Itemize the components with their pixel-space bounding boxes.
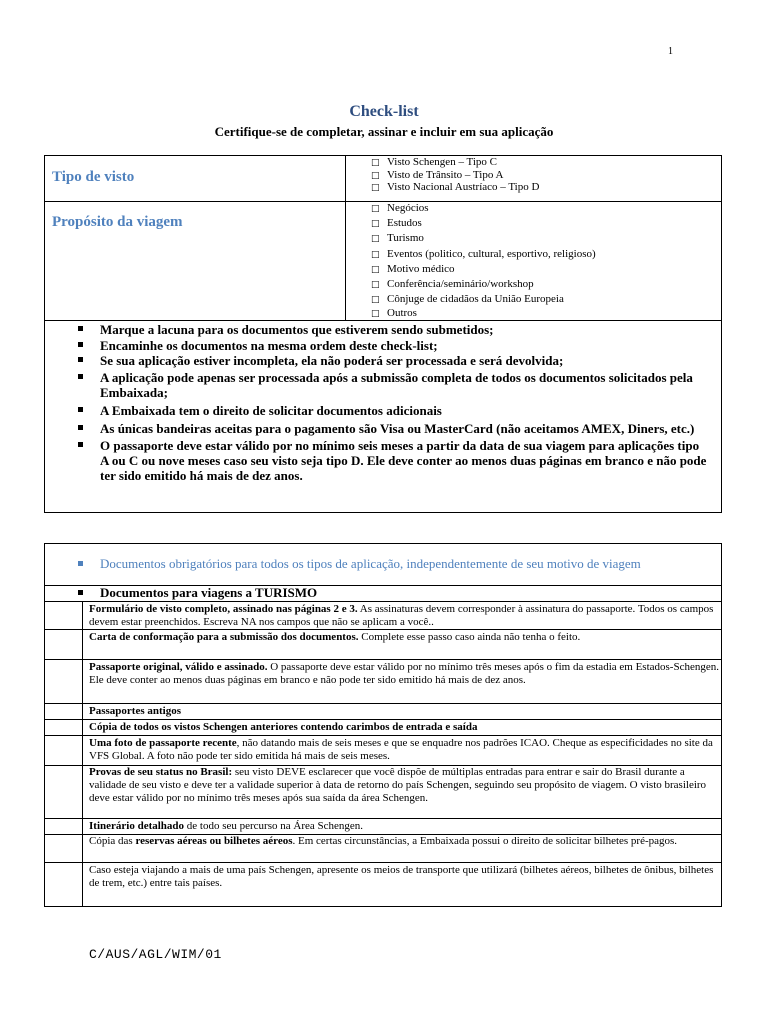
- trip-purpose-option[interactable]: □ Outros: [371, 307, 417, 320]
- row-divider: [44, 659, 722, 660]
- row-divider: [44, 719, 722, 720]
- visa-type-option[interactable]: □ Visto Schengen – Tipo C: [371, 156, 497, 168]
- column-divider: [345, 155, 346, 320]
- bullet-icon: [78, 561, 83, 566]
- checkbox-icon[interactable]: □: [371, 183, 380, 193]
- instruction-item: Se sua aplicação estiver incompleta, ela não poderá ser processada e será devolvida;: [0, 353, 710, 368]
- trip-purpose-option[interactable]: □ Turismo: [371, 231, 596, 246]
- row-divider: [44, 601, 722, 602]
- bullet-icon: [78, 326, 83, 331]
- instruction-item: A aplicação pode apenas ser processada após a submissão completa de todos os documentos solicitados pela Embaixada;: [0, 370, 710, 400]
- checkbox-icon[interactable]: □: [371, 309, 380, 320]
- document-code: C/AUS/AGL/WIM/01: [89, 947, 222, 962]
- mandatory-docs-heading: Documentos obrigatórios para todos os tipos de aplicação, independentemente de seu motivo de viagem: [100, 557, 720, 571]
- document-row: Uma foto de passaporte recente, não datando mais de seis meses e que se enquadre nos padrões ICAO. Cheque as especificidades no site da VFS Global. A foto não pode ter sido emitida há mais de seis meses.: [89, 737, 713, 762]
- row-divider: [44, 629, 722, 630]
- trip-purpose-option[interactable]: □ Eventos (politico, cultural, esportivo, religioso): [371, 247, 596, 262]
- instruction-item: O passaporte deve estar válido por no mínimo seis meses a partir da data de sua viagem para aplicações tipo A ou C ou nove meses caso seu visto seja tipo D. Ele deve conter ao menos duas páginas em branco e não pode ter sido emitido há mais de dez anos.: [0, 438, 710, 483]
- bullet-icon: [78, 425, 83, 430]
- trip-purpose-option[interactable]: □ Cônjuge de cidadãos da União Europeia: [371, 292, 596, 307]
- instruction-item: A Embaixada tem o direito de solicitar documentos adicionais: [0, 403, 710, 418]
- trip-purpose-label: Propósito da viagem: [52, 214, 183, 230]
- document-row: Provas de seu status no Brasil: seu visto DEVE esclarecer que você dispõe de múltiplas entradas para entrar e sair do Brasil durante a validade de seu visto e deve ter a validade superior à data de retorno do país Schengen, seguindo seu propósito de viagem. O visto brasileiro deve estar válido por no mínimo três meses após sua saída da área Schengen.: [89, 766, 707, 804]
- checkbox-icon[interactable]: □: [371, 219, 380, 230]
- trip-purpose-option[interactable]: □ Conferência/seminário/workshop: [371, 277, 596, 292]
- checkbox-icon[interactable]: □: [371, 158, 380, 168]
- trip-purpose-option[interactable]: □ Estudos: [371, 216, 596, 231]
- instruction-item: As únicas bandeiras aceitas para o pagamento são Visa ou MasterCard (não aceitamos AMEX, Diners, etc.): [0, 421, 710, 436]
- checkbox-icon[interactable]: □: [371, 204, 380, 214]
- row-divider: [44, 818, 722, 819]
- document-row: Cópia de todos os vistos Schengen anteriores contendo carimbos de entrada e saída: [89, 721, 478, 733]
- trip-purpose-option[interactable]: □ Negócios: [371, 201, 596, 216]
- bullet-icon: [78, 342, 83, 347]
- page-subtitle: Certifique-se de completar, assinar e incluir em sua aplicação: [214, 124, 554, 139]
- checkbox-icon[interactable]: □: [371, 170, 380, 181]
- bullet-icon: [78, 374, 83, 379]
- bullet-icon: [78, 590, 83, 595]
- instruction-item: Encaminhe os documentos na mesma ordem deste check-list;: [0, 338, 710, 353]
- checkbox-icon[interactable]: □: [371, 264, 380, 275]
- page-number: 1: [668, 46, 673, 57]
- trip-purpose-option[interactable]: □ Motivo médico: [371, 262, 596, 277]
- document-row: Passaporte original, válido e assinado. O passaporte deve estar válido por no mínimo três meses após o fim da estadia em Estados-Schengen. Ele deve conter ao menos duas páginas em branco e não pode ter sido emitido há mais de dez anos.: [89, 661, 719, 686]
- page-title: Check-list: [349, 103, 419, 120]
- document-row: Cópia das reservas aéreas ou bilhetes aéreos. Em certas circunstâncias, a Embaixada possui o direito de solicitar bilhetes pré-pagos.: [89, 835, 678, 847]
- tourism-docs-heading: Documentos para viagens a TURISMO: [100, 586, 317, 600]
- visa-type-label: Tipo de visto: [52, 169, 135, 185]
- document-row: Carta de conformação para a submissão dos documentos. Complete esse passo caso ainda não tenha o feito.: [89, 631, 581, 643]
- trip-purpose-options: [371, 201, 596, 320]
- bullet-icon: [78, 407, 83, 412]
- checkbox-icon[interactable]: □: [371, 295, 380, 306]
- checkbox-icon[interactable]: □: [371, 279, 380, 290]
- document-row: Formulário de visto completo, assinado nas páginas 2 e 3. As assinaturas devem corresponder à assinatura do passaporte. Todos os campos devem estar preenchidos. Escreva NA nos campos que não se aplicam a você..: [89, 603, 714, 628]
- bullet-icon: [78, 442, 83, 447]
- visa-type-option[interactable]: □ Visto de Trânsito – Tipo A: [371, 168, 504, 181]
- row-divider: [44, 862, 722, 863]
- bullet-icon: [78, 357, 83, 362]
- visa-type-option[interactable]: □ Visto Nacional Austríaco – Tipo D: [371, 181, 540, 193]
- row-divider: [44, 703, 722, 704]
- document-row: Passaportes antigos: [89, 705, 181, 717]
- checkbox-icon[interactable]: □: [371, 249, 380, 260]
- row-divider: [44, 735, 722, 736]
- visa-type-options: [371, 156, 539, 194]
- checkbox-icon[interactable]: □: [371, 234, 380, 245]
- instructions-list: [0, 322, 710, 483]
- document-row: Itinerário detalhado de todo seu percurso na Área Schengen.: [89, 820, 364, 832]
- instruction-item: Marque a lacuna para os documentos que estiverem sendo submetidos;: [0, 322, 710, 337]
- document-row: Caso esteja viajando a mais de uma país Schengen, apresente os meios de transporte que utilizará (bilhetes aéreos, bilhetes de ônibus, bilhetes de trem, etc.) entre tais países.: [89, 864, 714, 889]
